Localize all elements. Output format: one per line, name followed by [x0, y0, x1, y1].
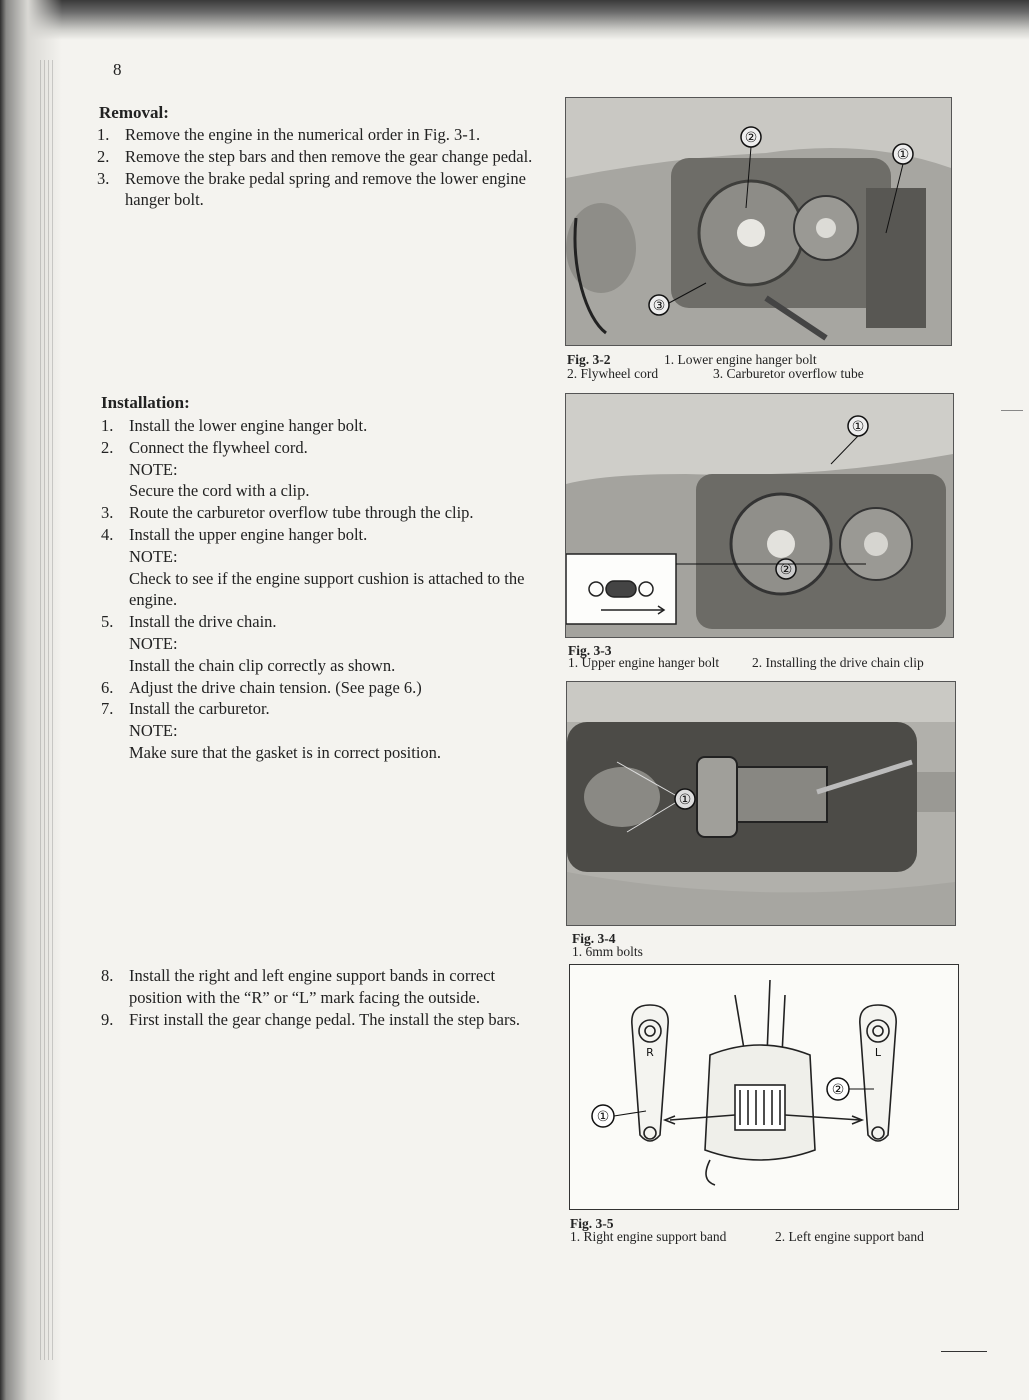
installation-step [101, 611, 541, 676]
fig-3-2-id: Fig. 3-2 [567, 352, 611, 367]
step-text: Install the lower engine hanger bolt. [129, 416, 368, 435]
removal-steps [97, 124, 537, 211]
step-number: 2. [97, 146, 110, 166]
fig-3-4-id: Fig. 3-4 [572, 931, 616, 946]
fig-3-2-photo [565, 97, 952, 346]
step-text: Install the carburetor. [129, 699, 270, 719]
step-text: Remove the brake pedal spring and remove the lower engine hanger bolt. [125, 168, 526, 210]
fig-3-2-callout-3: ③ [652, 298, 666, 314]
installation-step [101, 677, 541, 699]
step-number: 4. [101, 524, 114, 544]
fig-3-3-item-1: 1. Upper engine hanger bolt [568, 655, 720, 670]
step-number: 9. [101, 1009, 114, 1029]
fig-3-2-item-3: 3. Carburetor overflow tube [713, 366, 864, 381]
step-text: Connect the flywheel cord. [129, 437, 308, 457]
note-text: Install the chain clip correctly as shown. [129, 655, 396, 675]
step-number: 3. [97, 168, 110, 188]
step-number: 2. [101, 437, 114, 457]
fig-3-3-photo [565, 393, 954, 638]
fig-3-3-callout-2: ② [779, 562, 793, 578]
fig-3-5-callout-1: ① [596, 1109, 610, 1125]
fig-3-5-callout-2: ② [831, 1082, 845, 1098]
scan-edge-top [0, 0, 1029, 40]
fig-3-3-caption [568, 643, 963, 670]
fig-3-4-callout-1: ① [678, 792, 692, 808]
engine-sprocket-photo [566, 394, 953, 637]
step-number: 8. [101, 966, 114, 985]
fig-3-4-item-1: 1. 6mm bolts [572, 944, 643, 959]
note-label: NOTE: [129, 633, 178, 653]
note-label: NOTE: [129, 459, 178, 479]
fig-3-2-callout-2: ② [744, 130, 758, 146]
step-number: 1. [97, 125, 110, 144]
fig-3-5-item-2: 2. Left engine support band [775, 1229, 924, 1244]
note-label: NOTE: [129, 721, 178, 741]
installation-steps-continued [101, 965, 541, 1030]
scan-binding-lines [40, 60, 54, 1360]
step-number: 6. [101, 677, 114, 697]
corner-rule [941, 1351, 987, 1352]
fig-3-5-item-1: 1. Right engine support band [570, 1229, 727, 1244]
note-text: Make sure that the gasket is in correct position. [129, 742, 442, 762]
engine-left-side-photo [566, 98, 951, 345]
installation-step [101, 502, 541, 524]
installation-step [101, 437, 541, 502]
step-number: 5. [101, 612, 114, 632]
fig-3-2-item-1: 1. Lower engine hanger bolt [664, 352, 817, 367]
step-number: 3. [101, 503, 114, 523]
installation-step [101, 698, 541, 763]
installation-step [101, 1009, 541, 1031]
installation-step [101, 415, 541, 437]
step-text: Adjust the drive chain tension. (See page 6.) [129, 677, 422, 697]
step-text: Remove the step bars and then remove the gear change pedal. [125, 146, 533, 166]
installation-steps [101, 415, 541, 764]
removal-step [97, 168, 537, 212]
removal-step [97, 124, 537, 146]
step-number: 7. [101, 699, 114, 719]
scan-mark [1001, 410, 1023, 411]
fig-3-3-item-2: 2. Installing the drive chain clip [752, 655, 924, 670]
installation-step [101, 965, 541, 1009]
step-text: Install the right and left engine support bands in correct position with the “R” or “L” mark facing the outside. [129, 966, 496, 1007]
step-text: Route the carburetor overflow tube through the clip. [129, 503, 474, 523]
step-text: Remove the engine in the numerical order in Fig. 3-1. [125, 125, 481, 144]
fig-3-5-diagram [569, 964, 959, 1210]
engine-support-bands-diagram [570, 965, 958, 1209]
carburetor-photo [567, 682, 955, 925]
step-text: Install the upper engine hanger bolt. [129, 524, 368, 544]
fig-3-5-caption [570, 1216, 960, 1244]
removal-step [97, 146, 537, 168]
fig-3-2-caption [567, 352, 947, 381]
fig-3-4-caption [572, 931, 772, 959]
fig-3-3-id: Fig. 3-3 [568, 643, 612, 658]
page-number: 8 [113, 60, 122, 79]
removal-heading: Removal: [99, 103, 169, 122]
step-text: First install the gear change pedal. The install the step bars. [129, 1009, 521, 1029]
note-text: Check to see if the engine support cushion is attached to the engine. [129, 568, 525, 610]
right-band-r-mark: R [646, 1046, 654, 1059]
fig-3-4-photo [566, 681, 956, 926]
fig-3-3-callout-1: ① [851, 419, 865, 435]
fig-3-5-id: Fig. 3-5 [570, 1216, 614, 1231]
note-text: Secure the cord with a clip. [129, 481, 310, 501]
installation-heading: Installation: [101, 393, 190, 412]
note-label: NOTE: [129, 546, 178, 566]
step-number: 1. [101, 416, 114, 435]
fig-3-2-item-2: 2. Flywheel cord [567, 366, 659, 381]
installation-step [101, 524, 541, 611]
step-text: Install the drive chain. [129, 612, 277, 632]
left-band-l-mark: L [874, 1046, 882, 1059]
fig-3-2-callout-1: ① [896, 147, 910, 163]
